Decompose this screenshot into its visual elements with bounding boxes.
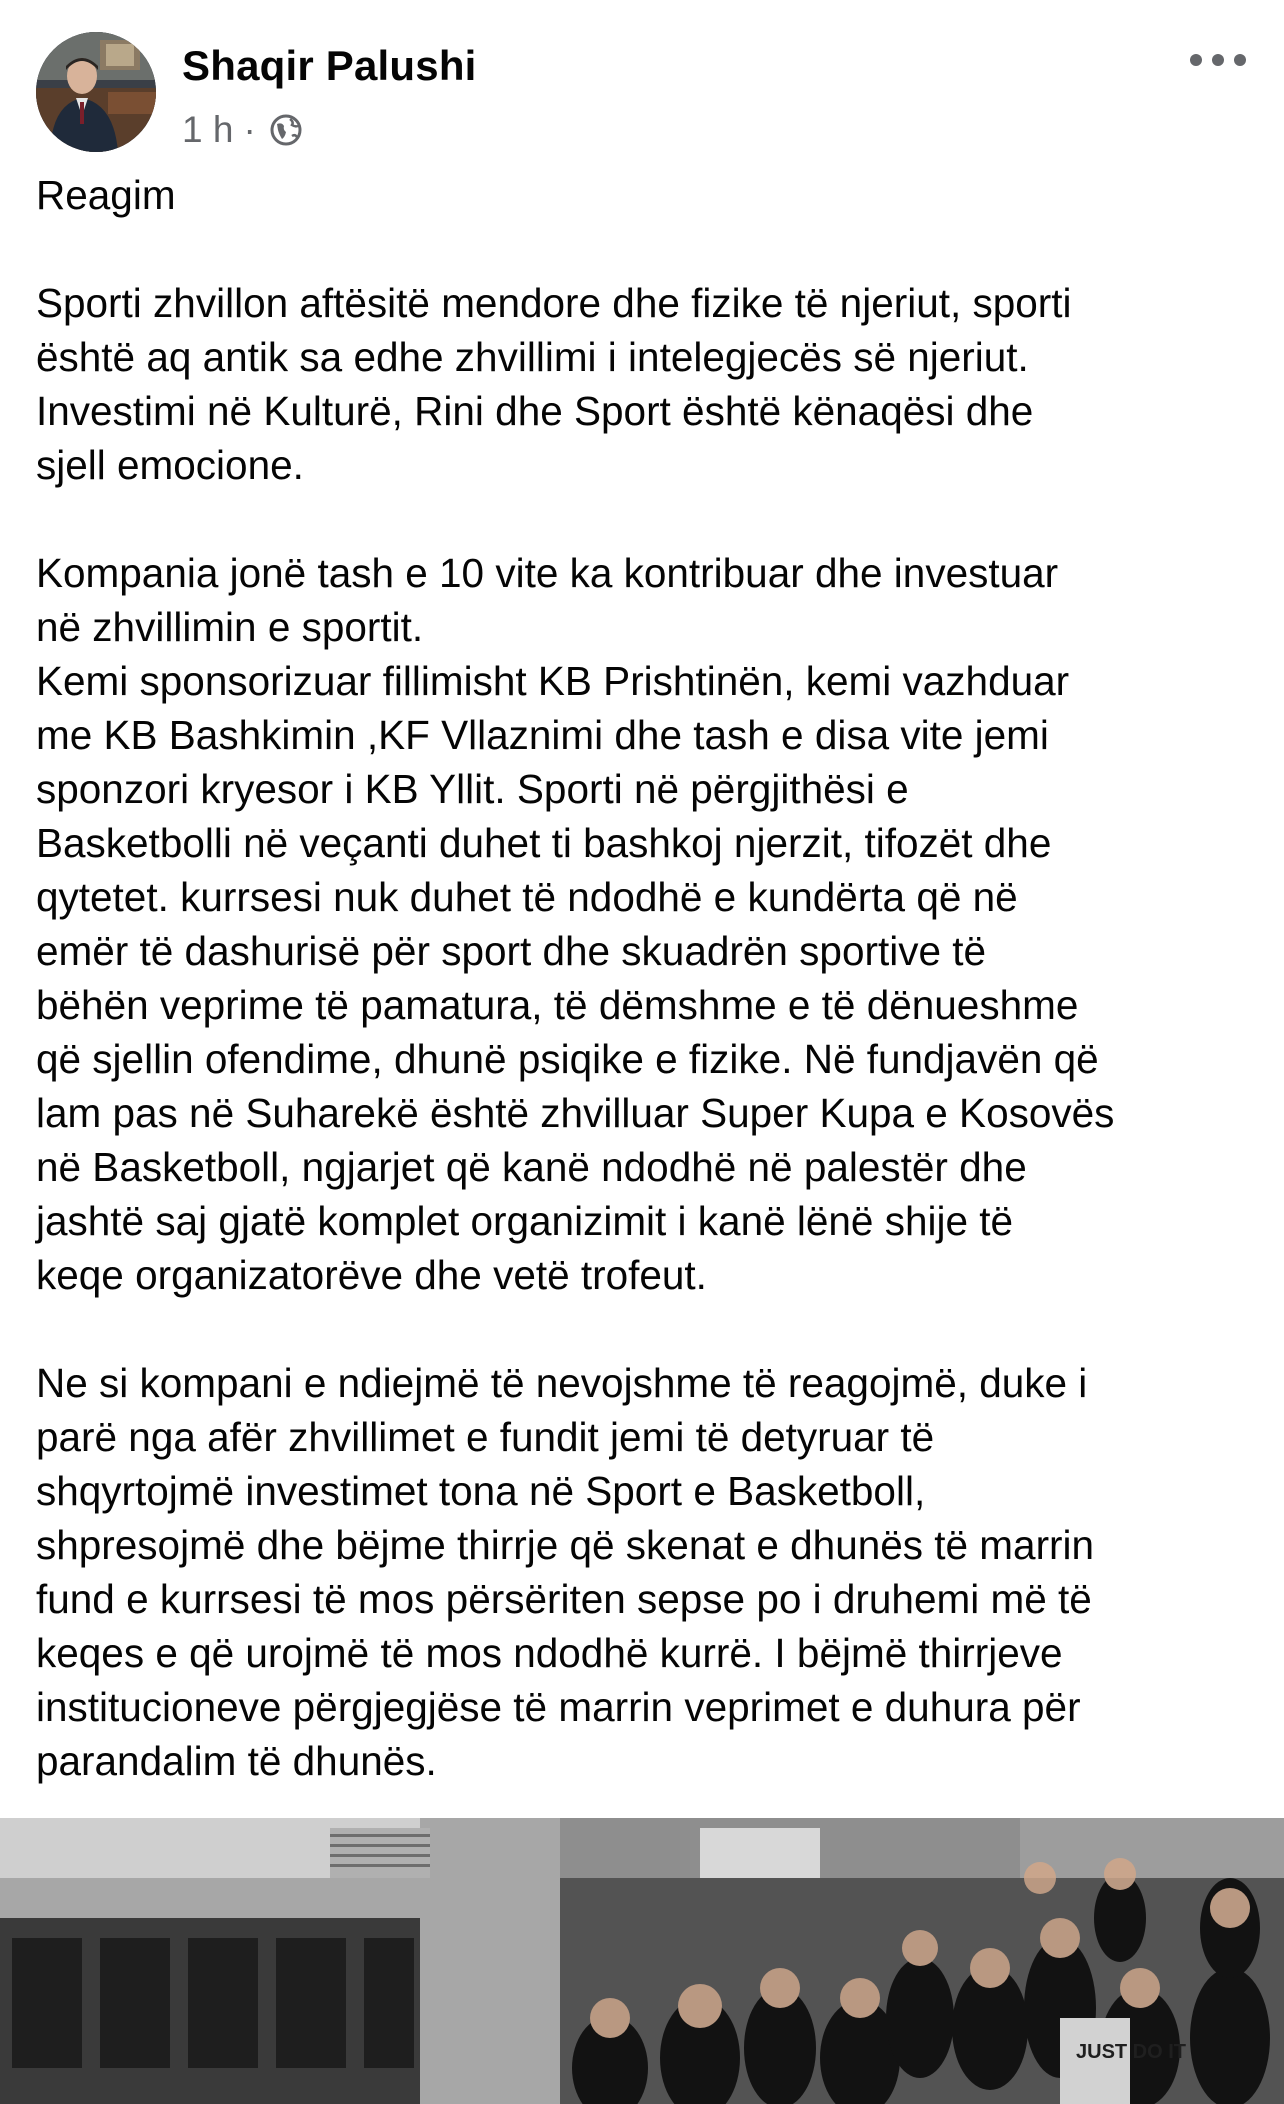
author-avatar[interactable] <box>36 32 156 152</box>
post-paragraph <box>36 546 1256 1302</box>
more-dot-icon <box>1212 54 1224 66</box>
crowd-photo <box>0 1818 1284 2104</box>
post-line: lam pas në Suharekë është zhvilluar Super Kupa e Kosovës <box>36 1090 1115 1136</box>
post-line: sponzori kryesor i KB Yllit. Sporti në përgjithësi e <box>36 766 909 812</box>
post-line: sjell emocione. <box>36 442 304 488</box>
post-line: emër të dashurisë për sport dhe skuadrën sportive të <box>36 928 987 974</box>
globe-icon[interactable] <box>268 112 304 148</box>
post-line: në zhvillimin e sportit. <box>36 604 424 650</box>
post-line: Kemi sponsorizuar fillimisht KB Prishtinën, kemi vazhduar <box>36 658 1070 704</box>
post-paragraph <box>36 276 1256 492</box>
post-line: qytetet. kurrsesi nuk duhet të ndodhë e kundërta që në <box>36 874 1018 920</box>
post-line: Basketbolli në veçanti duhet ti bashkoj njerzit, tifozët dhe <box>36 820 1052 866</box>
post-line: keqes e që urojmë të mos ndodhë kurrë. I bëjmë thirrjeve <box>36 1630 1063 1676</box>
post-timestamp[interactable]: 1 h <box>182 109 234 150</box>
post-line: është aq antik sa edhe zhvillimi i intelegjecës së njeriut. <box>36 334 1029 380</box>
post-line: parandalim të dhunës. <box>36 1738 437 1784</box>
avatar-photo <box>36 32 156 152</box>
post-photo[interactable] <box>0 1818 1284 2104</box>
post-line: keqe organizatorëve dhe vetë trofeut. <box>36 1252 707 1298</box>
post-line: Reagim <box>36 172 176 218</box>
post-line: me KB Bashkimin ,KF Vllaznimi dhe tash e disa vite jemi <box>36 712 1049 758</box>
post-line: shpresojmë dhe bëjme thirrje që skenat e dhunës të marrin <box>36 1522 1095 1568</box>
post-line: institucioneve përgjegjëse të marrin veprimet e duhura për <box>36 1684 1081 1730</box>
meta-separator: · <box>243 109 256 150</box>
post-line: jashtë saj gjatë komplet organizimit i kanë lënë shije të <box>36 1198 1014 1244</box>
more-options-button[interactable] <box>1190 44 1246 76</box>
post-line: Investimi në Kulturë, Rini dhe Sport është kënaqësi dhe <box>36 388 1034 434</box>
post-meta <box>182 106 304 154</box>
post-line: bëhën veprime të pamatura, të dëmshme e të dënueshme <box>36 982 1079 1028</box>
post-paragraph <box>36 168 1256 222</box>
post-line: Ne si kompani e ndiejmë të nevojshme të reagojmë, duke i <box>36 1360 1088 1406</box>
post-header <box>0 0 1284 160</box>
more-dot-icon <box>1234 54 1246 66</box>
post-paragraph <box>36 1356 1256 1788</box>
post-line: Kompania jonë tash e 10 vite ka kontribuar dhe investuar <box>36 550 1059 596</box>
post-line: shqyrtojmë investimet tona në Sport e Basketboll, <box>36 1468 926 1514</box>
post-line: që sjellin ofendime, dhunë psiqike e fizike. Në fundjavën që <box>36 1036 1099 1082</box>
post-line: fund e kurrsesi të mos përsëriten sepse po i druhemi më të <box>36 1576 1092 1622</box>
post-line: Sporti zhvillon aftësitë mendore dhe fizike të njeriut, sporti <box>36 280 1072 326</box>
post-line: në Basketboll, ngjarjet që kanë ndodhë në palestër dhe <box>36 1144 1027 1190</box>
post-line: parë nga afër zhvillimet e fundit jemi të detyruar të <box>36 1414 935 1460</box>
more-dot-icon <box>1190 54 1202 66</box>
author-name[interactable]: Shaqir Palushi <box>182 42 477 89</box>
post-text <box>36 168 1256 1842</box>
shirt-text: JUST DO IT <box>1076 2041 1187 2063</box>
